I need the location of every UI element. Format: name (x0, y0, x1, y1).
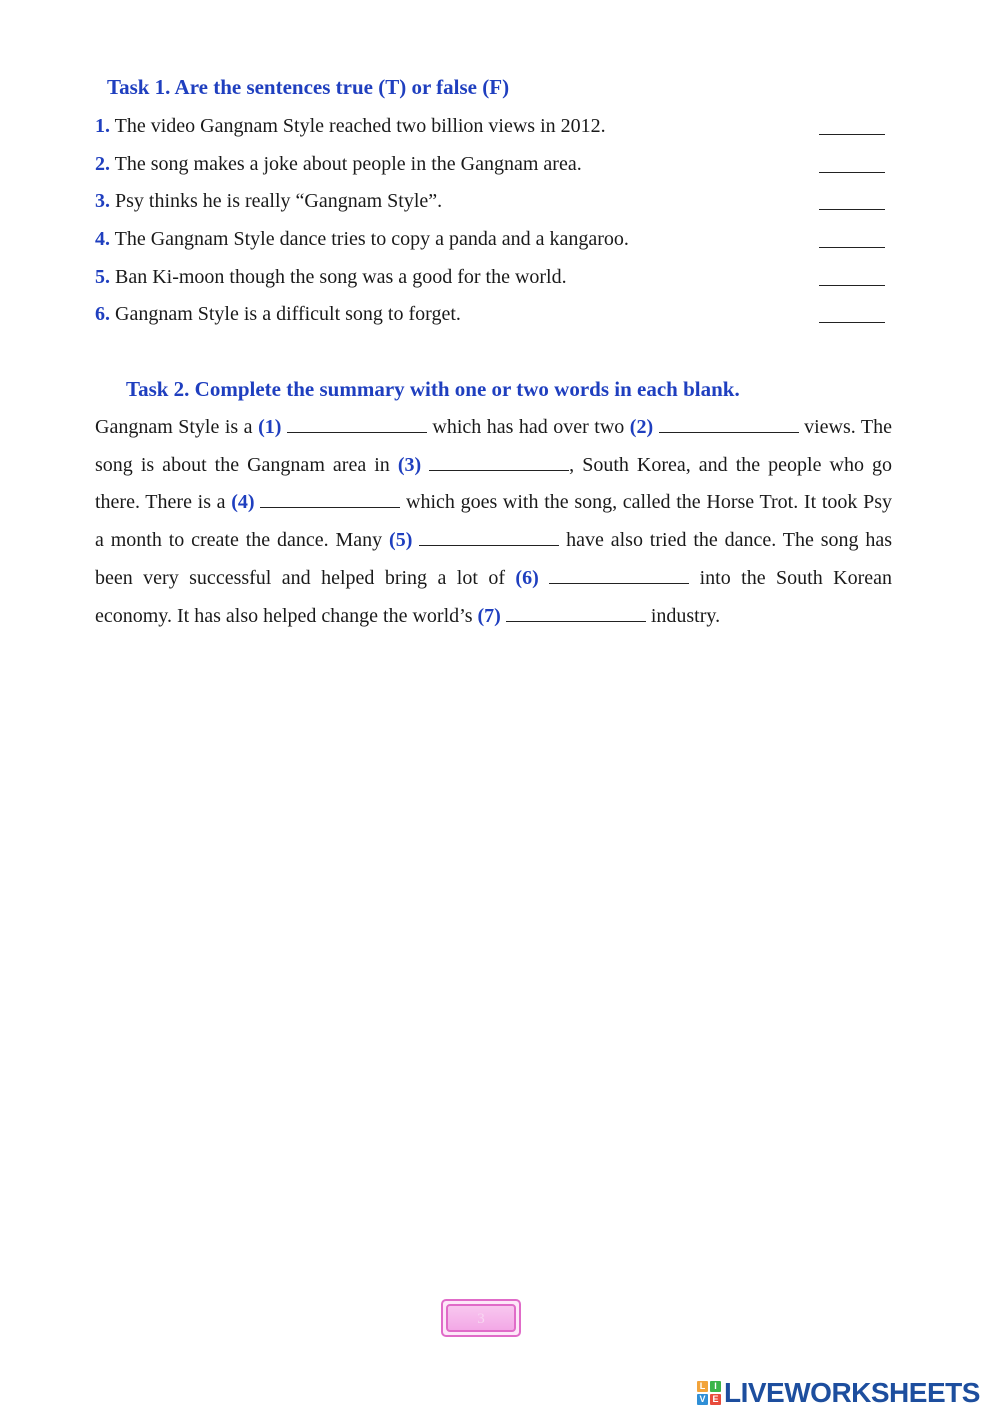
answer-blank-6[interactable] (819, 300, 885, 323)
summary-text: which goes with the song, called the Horse Trot. It took Psy a month to create the dance. Many (95, 491, 892, 552)
logo-mark-letter: E (710, 1394, 721, 1405)
true-false-item-1 (95, 112, 895, 150)
answer-blank-4[interactable] (819, 225, 885, 248)
page-number: 3 (446, 1304, 516, 1332)
answer-blank-3[interactable] (819, 187, 885, 210)
true-false-list (95, 112, 895, 338)
gap-number-2: (2) (629, 416, 654, 438)
summary-text: Gangnam Style is a (95, 416, 259, 438)
page-number-badge (441, 1299, 521, 1337)
item-text: The video Gangnam Style reached two billion views in 2012. (110, 115, 606, 137)
gap-blank-1[interactable] (287, 414, 427, 433)
true-false-item-3 (95, 187, 895, 225)
summary-paragraph (95, 409, 892, 635)
item-number: 5. (95, 265, 110, 288)
logo-mark-letter: L (697, 1381, 708, 1392)
summary-text: industry. (645, 604, 721, 627)
answer-blank-2[interactable] (819, 150, 885, 173)
answer-blank-5[interactable] (819, 263, 885, 286)
gap-blank-5[interactable] (419, 527, 559, 546)
item-number: 1. (95, 115, 110, 137)
logo-mark-icon (697, 1381, 721, 1405)
summary-text: have also tried the dance. The song has been very successful and helped bring a lot of (95, 529, 893, 589)
gap-number-3: (3) (397, 453, 422, 476)
gap-number-7: (7) (477, 604, 501, 627)
true-false-item-5 (95, 263, 895, 301)
answer-blank-1[interactable] (819, 112, 885, 135)
item-number: 4. (95, 228, 110, 251)
logo-mark-letter: I (710, 1381, 721, 1392)
true-false-item-6 (95, 300, 895, 338)
gap-number-1: (1) (258, 416, 282, 438)
task2-heading: Task 2. Complete the summary with one or two words in each blank. (126, 377, 740, 401)
item-text: Psy thinks he is really “Gangnam Style”. (110, 190, 443, 213)
summary-text: views. The song is about the Gangnam area in (95, 416, 893, 476)
task1-heading: Task 1. Are the sentences true (T) or false (F) (107, 75, 510, 99)
gap-number-4: (4) (231, 491, 255, 514)
logo-mark-letter: V (697, 1394, 708, 1405)
item-number: 6. (95, 303, 110, 326)
gap-blank-7[interactable] (506, 603, 646, 622)
summary-text: into the South Korean economy. It has also helped change the world’s (95, 566, 892, 627)
summary-text: , South Korea, and the people who go there. There is a (95, 453, 892, 514)
gap-blank-4[interactable] (260, 489, 400, 508)
gap-blank-2[interactable] (659, 414, 799, 433)
gap-blank-3[interactable] (429, 452, 569, 471)
liveworksheets-logo (697, 1375, 980, 1411)
gap-number-6: (6) (515, 566, 539, 589)
gap-blank-6[interactable] (549, 565, 689, 584)
item-number: 3. (95, 190, 110, 213)
true-false-item-2 (95, 150, 895, 188)
logo-text: LIVEWORKSHEETS (724, 1377, 980, 1408)
gap-number-5: (5) (389, 529, 413, 552)
item-text: Ban Ki-moon though the song was a good for the world. (110, 265, 567, 288)
item-text: Gangnam Style is a difficult song to forget. (110, 303, 461, 326)
item-text: The Gangnam Style dance tries to copy a panda and a kangaroo. (110, 228, 629, 251)
item-number: 2. (95, 152, 110, 175)
true-false-item-4 (95, 225, 895, 263)
item-text: The song makes a joke about people in the Gangnam area. (110, 152, 582, 175)
summary-text: which has had over two (426, 416, 630, 438)
